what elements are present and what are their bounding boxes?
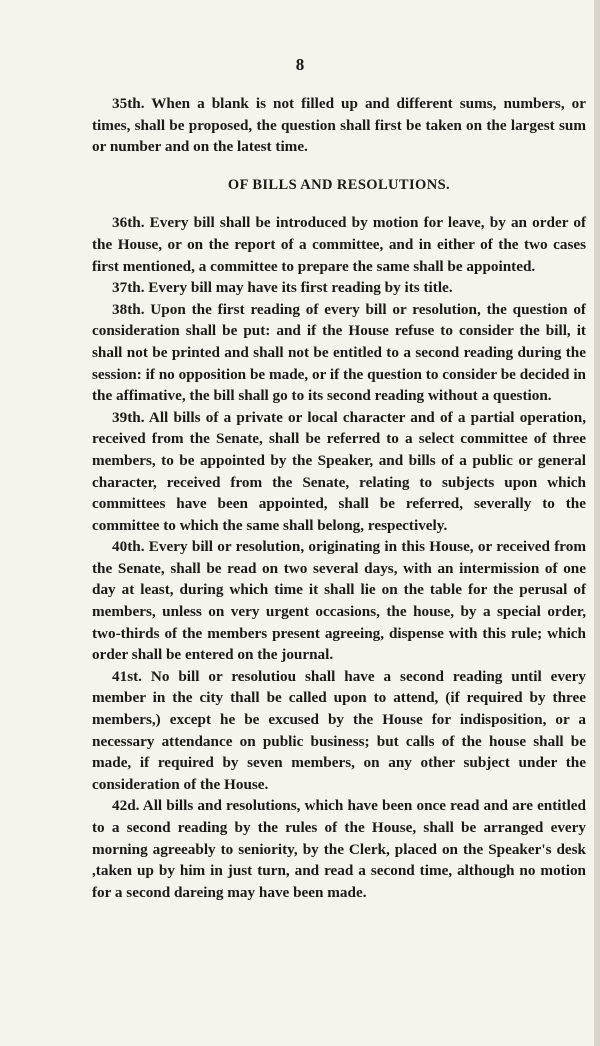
page-edge-shadow [594,0,600,1046]
rule-paragraph: 35th. When a blank is not filled up and different sums, numbers, or times, shall be proposed, the question shall first be taken on the largest sum or number and on the latest time. [92,95,586,156]
rule-paragraph: 39th. All bills of a private or local character and of a partial operation, received from the Senate, shall be referred to a select committee of three members, to be appointed by the Speaker, and bills of a public or general character, received from the Senate, relating to subjects upon which committees have been appointed, shall be referred, severally to the committee to which the same shall belong, respectively. [92,408,586,534]
rule-paragraph: 38th. Upon the first reading of every bill or resolution, the question of consideration shall be put: and if the House refuse to consider the bill, it shall not be printed and shall not be entitled to a second reading during the session: if no opposition be made, or if the question to consider be decided in the affimative, the bill shall go to its second reading without a question. [92,300,586,405]
body-text [92,93,586,903]
rule-paragraph: 36th. Every bill shall be introduced by motion for leave, by an order of the House, or on the report of a committee, and in either of the two cases first mentioned, a committee to prepare the same shall be appointed. [92,214,586,275]
rule-paragraph: 40th. Every bill or resolution, originating in this House, or received from the Senate, shall be read on two several days, with an intermission of one day at least, during which time it shall lie on the table for the perusal of members, unless on very urgent occasions, the house, by a special order, two-thirds of the members present agreeing, dispense with this rule; which order shall be entered on the journal. [92,538,586,664]
page-number: 8 [295,55,305,74]
rule-paragraph: 37th. Every bill may have its first reading by its title. [112,279,453,297]
section-heading: OF BILLS AND RESOLUTIONS. [227,176,451,193]
rule-paragraph: 42d. All bills and resolutions, which have been once read and are entitled to a second reading by the rules of the House, shall be arranged every morning agreeably to seniority, by the Clerk, placed on the Speaker's desk ,taken up by him in just turn, and read a second time, although no motion for a second dareing may have been made. [92,797,586,901]
rule-paragraph: 41st. No bill or resolutiou shall have a second reading until every member in the city thall be called upon to attend, (if required by three members,) except he be excused by the House for indisposition, or a necessary attendance on public business; but calls of the house shall be made, if required by seven members, on any other subject under the consideration of the House. [92,667,586,793]
